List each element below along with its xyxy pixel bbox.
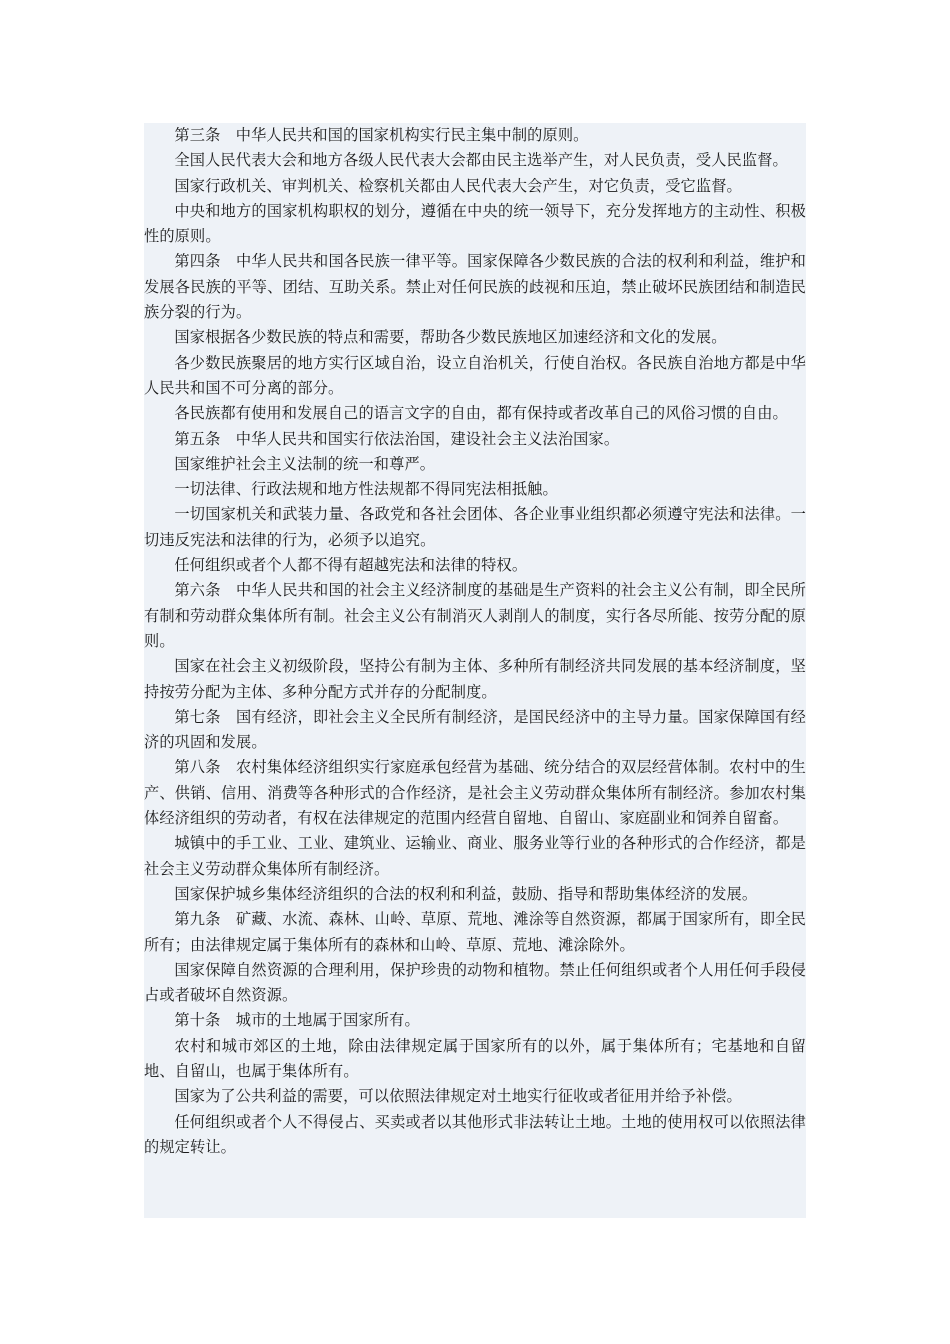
paragraph-article-5: 第五条 中华人民共和国实行依法治国，建设社会主义法治国家。 xyxy=(174,429,620,448)
paragraph-article-4: 第四条 中华人民共和国各民族一律平等。国家保障各少数民族的合法的权利和利益，维护和发展各民族的平等、团结、互助关系。禁止对任何民族的歧视和压迫，禁止破坏民族团结和制造民族分裂的行为。 xyxy=(144,252,806,322)
paragraph-article-8: 第八条 农村集体经济组织实行家庭承包经营为基础、统分结合的双层经营体制。农村中的生产、供销、信用、消费等各种形式的合作经济，是社会主义劳动群众集体所有制经济。参加农村集体经济组织的劳动者，有权在法律规定的范围内经营自留地、自留山、家庭副业和饲养自留畜。 xyxy=(144,758,806,828)
document-text-block xyxy=(144,123,806,1218)
paragraph: 一切国家机关和武装力量、各政党和各社会团体、各企业事业组织都必须遵守宪法和法律。一切违反宪法和法律的行为，必须予以追究。 xyxy=(144,505,806,549)
paragraph-article-3: 第三条 中华人民共和国的国家机构实行民主集中制的原则。 xyxy=(174,126,589,144)
paragraph: 国家在社会主义初级阶段，坚持公有制为主体、多种所有制经济共同发展的基本经济制度，坚持按劳分配为主体、多种分配方式并存的分配制度。 xyxy=(144,657,806,701)
paragraph: 国家为了公共利益的需要，可以依照法律规定对土地实行征收或者征用并给予补偿。 xyxy=(174,1087,742,1106)
paragraph: 国家保障自然资源的合理利用，保护珍贵的动物和植物。禁止任何组织或者个人用任何手段侵占或者破坏自然资源。 xyxy=(144,960,806,1005)
paragraph-article-10: 第十条 城市的土地属于国家所有。 xyxy=(174,1011,420,1030)
paragraph: 一切法律、行政法规和地方性法规都不得同宪法相抵触。 xyxy=(174,480,558,499)
paragraph: 国家保护城乡集体经济组织的合法的权利和利益，鼓励、指导和帮助集体经济的发展。 xyxy=(174,884,758,903)
paragraph: 农村和城市郊区的土地，除由法律规定属于国家所有的以外，属于集体所有；宅基地和自留地、自留山，也属于集体所有。 xyxy=(144,1036,806,1080)
paragraph: 各民族都有使用和发展自己的语言文字的自由，都有保持或者改革自己的风俗习惯的自由。 xyxy=(174,404,788,423)
paragraph: 任何组织或者个人不得侵占、买卖或者以其他形式非法转让土地。土地的使用权可以依照法律的规定转让。 xyxy=(144,1112,806,1156)
paragraph: 国家维护社会主义法制的统一和尊严。 xyxy=(174,454,436,473)
paragraph: 国家行政机关、审判机关、检察机关都由人民代表大会产生，对它负责，受它监督。 xyxy=(174,176,742,195)
paragraph: 中央和地方的国家机构职权的划分，遵循在中央的统一领导下，充分发挥地方的主动性、积极性的原则。 xyxy=(144,201,806,246)
paragraph: 城镇中的手工业、工业、建筑业、运输业、商业、服务业等行业的各种形式的合作经济，都是社会主义劳动群众集体所有制经济。 xyxy=(144,834,806,878)
paragraph: 国家根据各少数民族的特点和需要，帮助各少数民族地区加速经济和文化的发展。 xyxy=(174,328,727,347)
paragraph-article-7: 第七条 国有经济，即社会主义全民所有制经济，是国民经济中的主导力量。国家保障国有经济的巩固和发展。 xyxy=(144,707,806,752)
paragraph: 各少数民族聚居的地方实行区域自治，设立自治机关，行使自治权。各民族自治地方都是中华人民共和国不可分离的部分。 xyxy=(144,353,806,397)
paragraph-article-9: 第九条 矿藏、水流、森林、山岭、草原、荒地、滩涂等自然资源，都属于国家所有，即全民所有；由法律规定属于集体所有的森林和山岭、草原、荒地、滩涂除外。 xyxy=(144,910,806,954)
paragraph: 全国人民代表大会和地方各级人民代表大会都由民主选举产生，对人民负责，受人民监督。 xyxy=(174,151,788,170)
paragraph-article-6: 第六条 中华人民共和国的社会主义经济制度的基础是生产资料的社会主义公有制，即全民所有制和劳动群众集体所有制。社会主义公有制消灭人剥削人的制度，实行各尽所能、按劳分配的原则。 xyxy=(144,581,806,650)
paragraph: 任何组织或者个人都不得有超越宪法和法律的特权。 xyxy=(174,556,528,575)
